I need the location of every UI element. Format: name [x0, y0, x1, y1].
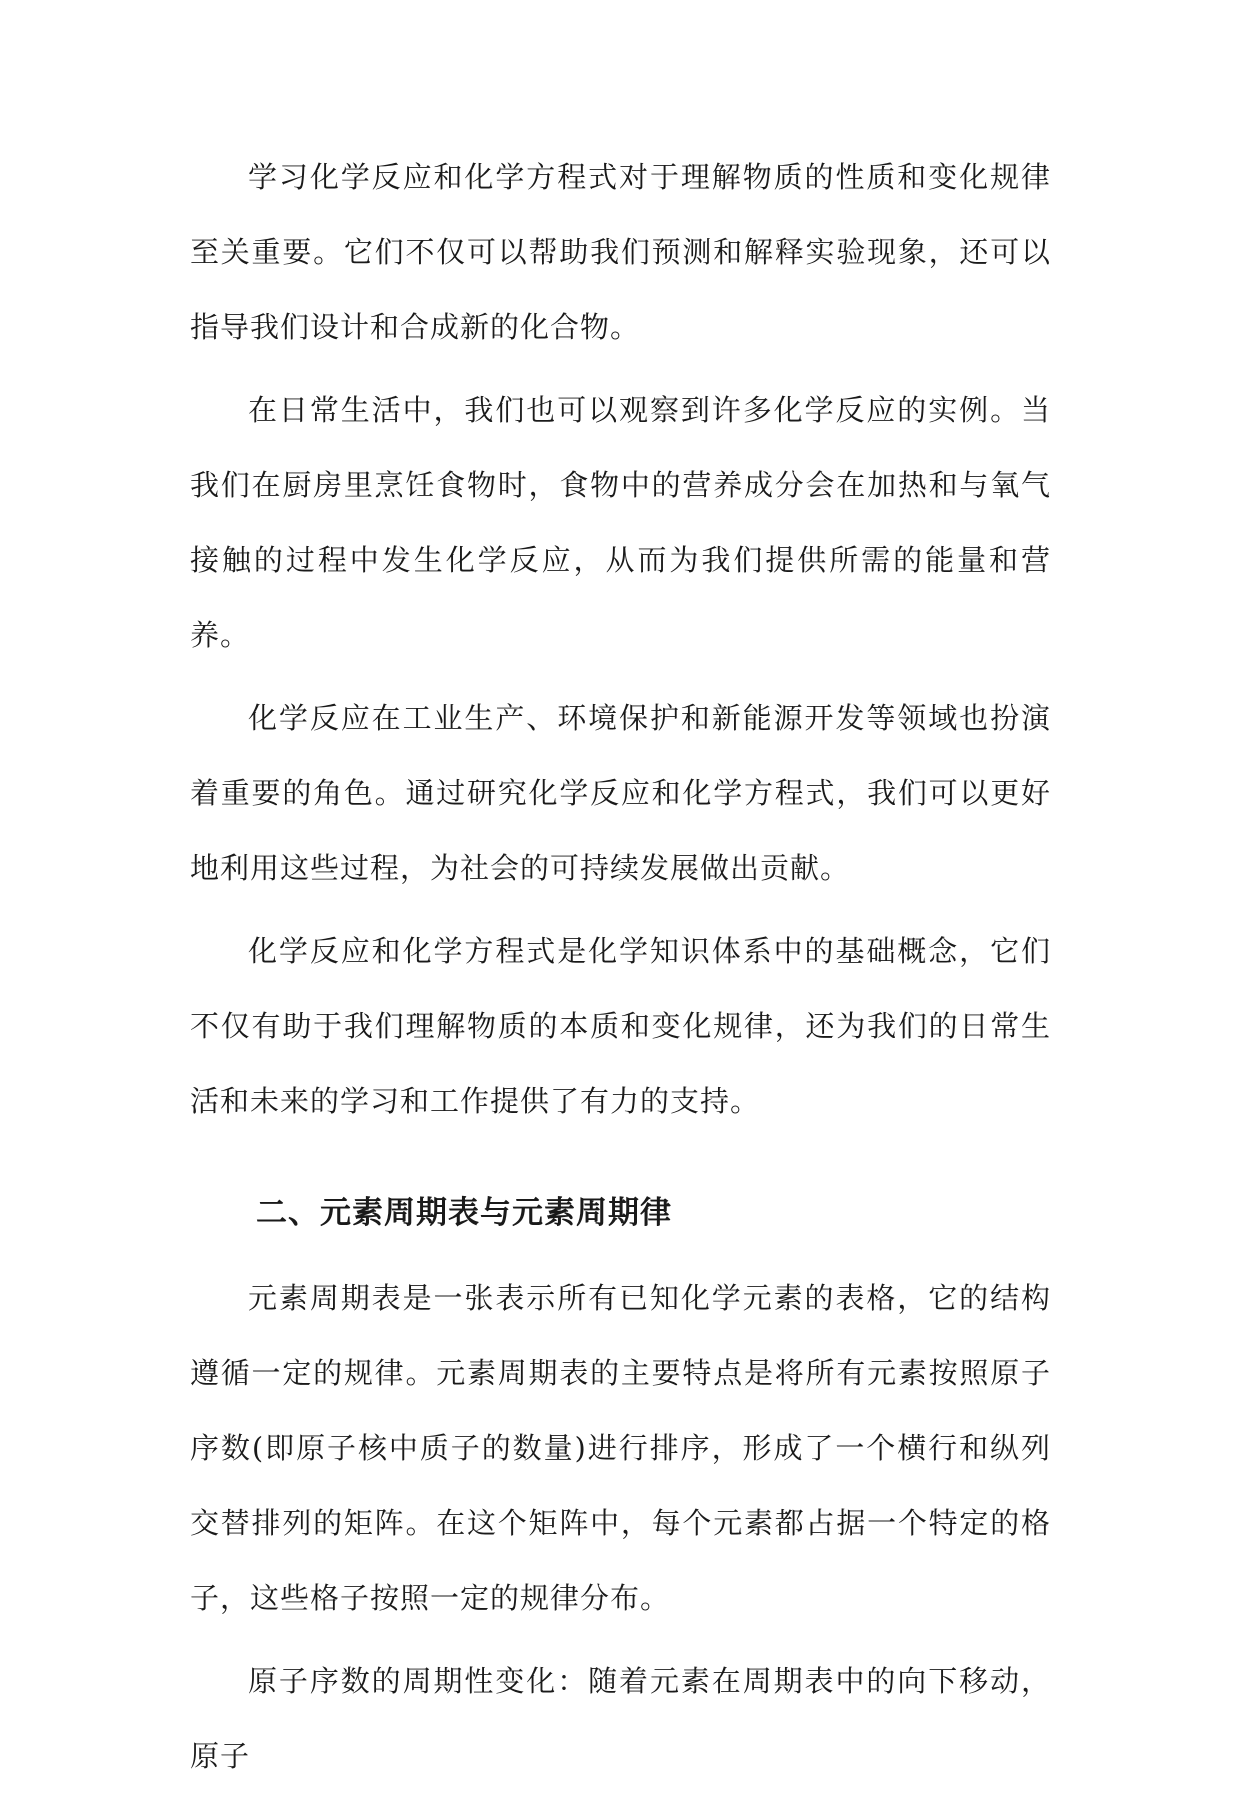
paragraph: 化学反应在工业生产、环境保护和新能源开发等领域也扮演着重要的角色。通过研究化学反应和化学方程式，我们可以更好地利用这些过程，为社会的可持续发展做出贡献。 — [190, 701, 1051, 885]
paragraph: 学习化学反应和化学方程式对于理解物质的性质和变化规律至关重要。它们不仅可以帮助我们预测和解释实验现象，还可以指导我们设计和合成新的化合物。 — [190, 160, 1051, 344]
section-heading: 二、元素周期表与元素周期律 — [256, 1195, 672, 1231]
paragraph: 化学反应和化学方程式是化学知识体系中的基础概念，它们不仅有助于我们理解物质的本质和变化规律，还为我们的日常生活和未来的学习和工作提供了有力的支持。 — [190, 934, 1051, 1118]
paragraph: 原子序数的周期性变化：随着元素在周期表中的向下移动，原子 — [190, 1664, 1051, 1773]
document-body — [190, 140, 1051, 1802]
paragraph: 在日常生活中，我们也可以观察到许多化学反应的实例。当我们在厨房里烹饪食物时，食物中的营养成分会在加热和与氧气接触的过程中发生化学反应，从而为我们提供所需的能量和营养。 — [190, 393, 1051, 652]
paragraph: 元素周期表是一张表示所有已知化学元素的表格，它的结构遵循一定的规律。元素周期表的主要特点是将所有元素按照原子序数(即原子核中质子的数量)进行排序，形成了一个横行和纵列交替排列的矩阵。在这个矩阵中，每个元素都占据一个特定的格子，这些格子按照一定的规律分布。 — [190, 1281, 1051, 1615]
